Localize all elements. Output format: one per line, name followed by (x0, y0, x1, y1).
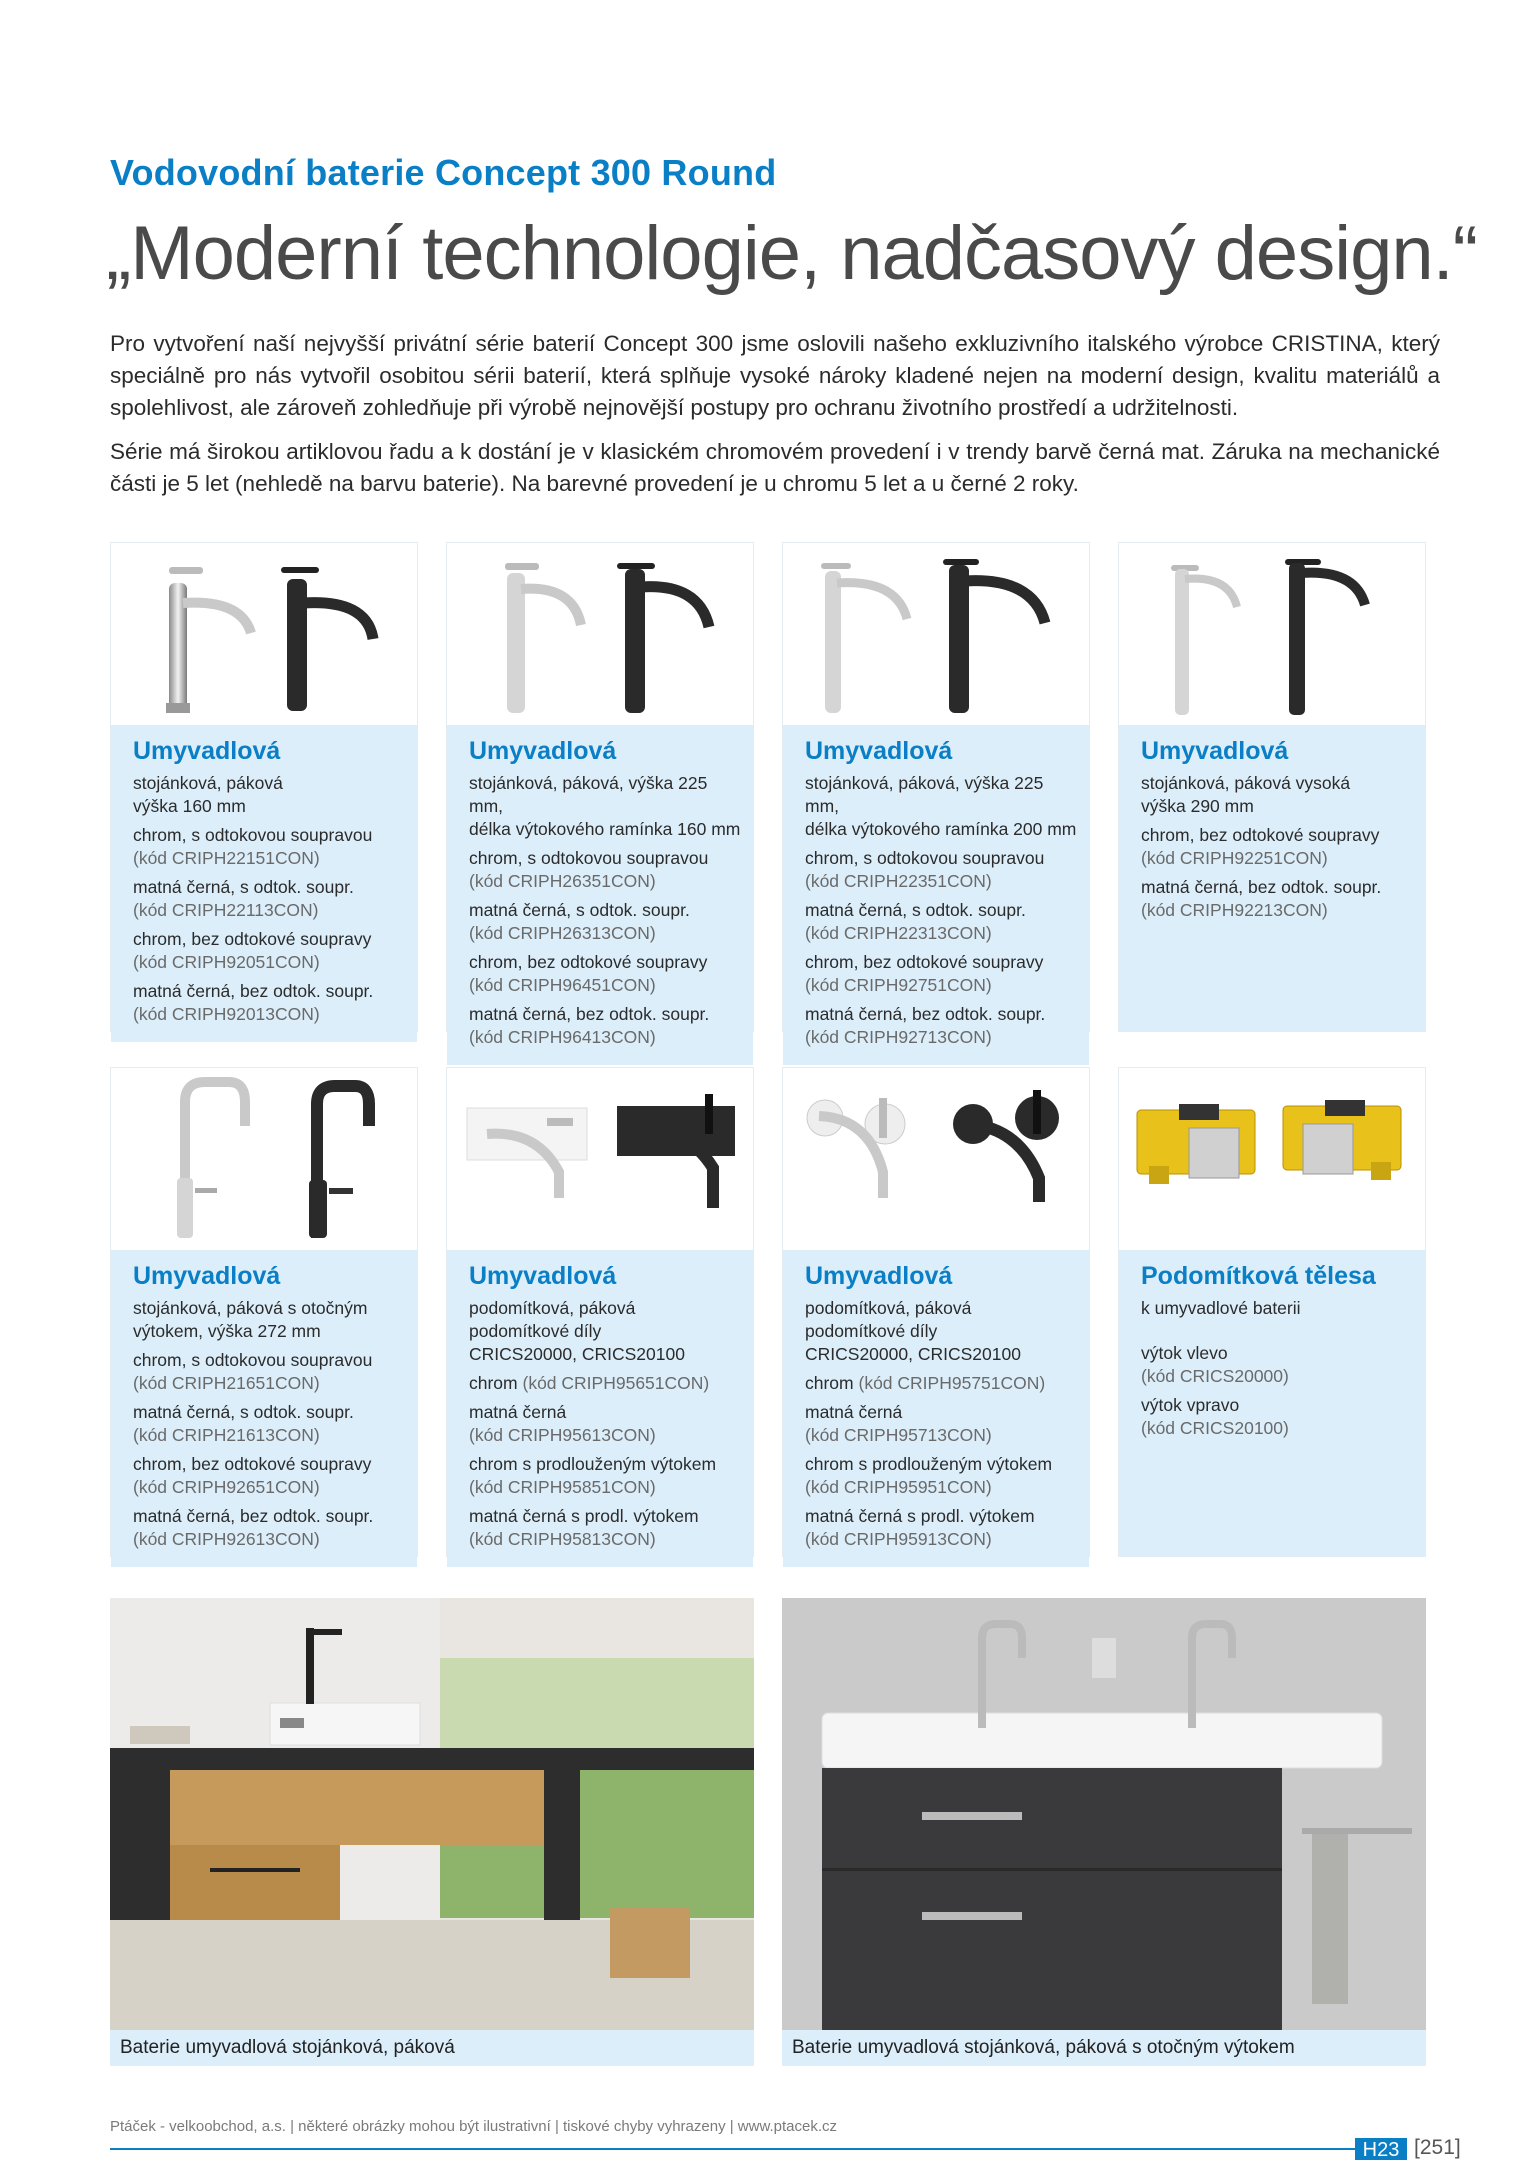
page-number: [251] (1414, 2136, 1461, 2159)
variant-name: výtok vpravo (1141, 1395, 1240, 1415)
desc-line: podomítkové díly (469, 1321, 602, 1341)
wall-faucet-round-pair-icon (783, 1068, 1089, 1250)
footer-text: Ptáček - velkoobchod, a.s. | některé obrázky mohou být ilustrativní | tiskové chyby vyhrazeny | www.ptacek.cz (110, 2118, 838, 2135)
variant-name: matná černá s prodl. výtokem (469, 1506, 699, 1526)
variant (1141, 1342, 1415, 1388)
product-card-8 (1118, 1067, 1426, 1557)
variant (1141, 876, 1415, 922)
variant (805, 1453, 1079, 1499)
variant (133, 980, 407, 1026)
variant-name: matná černá, s odtok. soupr. (133, 877, 354, 897)
desc-line: stojánková, páková (133, 773, 283, 793)
desc-line: CRICS20000, CRICS20100 (805, 1344, 1021, 1364)
desc-line: podomítková, páková (805, 1298, 972, 1318)
variant-name: chrom, bez odtokové soupravy (469, 952, 708, 972)
desc-line: výtokem, výška 272 mm (133, 1321, 321, 1341)
product-image (447, 1068, 753, 1250)
variant (805, 1401, 1079, 1447)
variant (1141, 1394, 1415, 1440)
desc-line: podomítková, páková (469, 1298, 636, 1318)
variant-name: matná černá, s odtok. soupr. (469, 900, 690, 920)
variant-code: (kód CRIPH95951CON) (805, 1477, 992, 1497)
variant-code: (kód CRIPH92713CON) (805, 1027, 992, 1047)
variant (805, 1505, 1079, 1551)
product-image (783, 543, 1089, 725)
variant (469, 847, 743, 893)
vanity-scene-image (110, 1598, 754, 2030)
concealed-body-pair-icon (1119, 1068, 1425, 1250)
variant (469, 1401, 743, 1447)
product-card-3 (782, 542, 1090, 1047)
product-info (1119, 1250, 1425, 1556)
bathroom-photo-left (110, 1598, 754, 2030)
variant (469, 899, 743, 945)
product-card-5 (110, 1067, 418, 1557)
variant-code: (kód CRIPH95713CON) (805, 1425, 992, 1445)
variant-code: (kód CRIPH21613CON) (133, 1425, 320, 1445)
variant-name: chrom, s odtokovou soupravou (133, 825, 373, 845)
variant-code: (kód CRIPH92651CON) (133, 1477, 320, 1497)
faucet-pair-icon (783, 543, 1089, 725)
variant-code: (kód CRIPH92613CON) (133, 1529, 320, 1549)
variant (469, 1003, 743, 1049)
product-card-1 (110, 542, 418, 1032)
wall-faucet-pair-icon (447, 1068, 753, 1250)
faucet-pair-icon (111, 543, 417, 725)
variant (805, 951, 1079, 997)
desc-line: stojánková, páková vysoká (1141, 773, 1351, 793)
page-section-code: H23 (1355, 2138, 1407, 2160)
variant-code: (kód CRIPH92051CON) (133, 952, 320, 972)
product-title: Umyvadlová (469, 1262, 617, 1290)
variant-name: matná černá, bez odtok. soupr. (805, 1004, 1046, 1024)
variant-name: matná černá s prodl. výtokem (805, 1506, 1035, 1526)
variant-code: (kód CRIPH95813CON) (469, 1529, 656, 1549)
variant (805, 899, 1079, 945)
variant (805, 847, 1079, 893)
product-description (805, 772, 1079, 841)
variant-code: (kód CRIPH95751CON) (858, 1373, 1046, 1393)
variant-code: (kód CRIPH22351CON) (805, 871, 992, 891)
variant-code: (kód CRIPH26313CON) (469, 923, 656, 943)
product-info (111, 725, 417, 1042)
variant (805, 1372, 1079, 1395)
product-image (1119, 1068, 1425, 1250)
variant-name: matná černá (469, 1402, 567, 1422)
double-sink-scene-image (782, 1598, 1426, 2030)
product-title: Umyvadlová (133, 1262, 281, 1290)
product-image (111, 543, 417, 725)
variant (469, 1372, 743, 1395)
bathroom-photo-right (782, 1598, 1426, 2030)
product-info (447, 1250, 753, 1567)
variant-name: chrom, s odtokovou soupravou (133, 1350, 373, 1370)
product-card-7 (782, 1067, 1090, 1557)
variant-code: (kód CRIPH92251CON) (1141, 848, 1328, 868)
product-info (1119, 725, 1425, 1031)
variant-name: chrom, s odtokovou soupravou (805, 848, 1045, 868)
variant (469, 1453, 743, 1499)
product-title: Umyvadlová (1141, 737, 1289, 765)
photo-caption-right: Baterie umyvadlová stojánková, páková s otočným výtokem (782, 2030, 1426, 2066)
variant-name: chrom, bez odtokové soupravy (133, 929, 372, 949)
variant (133, 1453, 407, 1499)
product-info (447, 725, 753, 1065)
product-info (111, 1250, 417, 1567)
variant-code: (kód CRIPH22151CON) (133, 848, 320, 868)
variant (133, 1401, 407, 1447)
variant-name: chrom, bez odtokové soupravy (1141, 825, 1380, 845)
variant-code: (kód CRIPH95913CON) (805, 1529, 992, 1549)
variant (133, 824, 407, 870)
desc-line: stojánková, páková s otočným (133, 1298, 368, 1318)
variant-code: (kód CRIPH26351CON) (469, 871, 656, 891)
product-description (133, 1297, 407, 1343)
variant-code: (kód CRIPH96451CON) (469, 975, 656, 995)
desc-line: délka výtokového ramínka 200 mm (805, 819, 1077, 839)
product-title: Podomítková tělesa (1141, 1262, 1376, 1290)
desc-line: výška 160 mm (133, 796, 246, 816)
page-headline: „Moderní technologie, nadčasový design.“ (106, 211, 1478, 296)
product-description (1141, 772, 1415, 818)
variant-name: chrom (469, 1373, 518, 1393)
variant-name: chrom, bez odtokové soupravy (133, 1454, 372, 1474)
product-card-6 (446, 1067, 754, 1557)
variant-name: matná černá, s odtok. soupr. (133, 1402, 354, 1422)
desc-line: výška 290 mm (1141, 796, 1254, 816)
variant (469, 951, 743, 997)
product-image (783, 1068, 1089, 1250)
variant-name: matná černá (805, 1402, 903, 1422)
intro-paragraph-1: Pro vytvoření naší nejvyšší privátní série baterií Concept 300 jsme oslovili našeho exkluzivního italského výrobce CRISTINA, který speciálně pro nás vytvořil osobitou sérii baterií, která splňuje vysoké nároky kladené nejen na moderní design, kvalitu materiálů a spolehlivost, ale zároveň zohledňuje při výrobě nejnovější postupy pro ochranu životního prostředí a udržitelnosti. (110, 331, 1440, 420)
variant-name: matná černá, bez odtok. soupr. (469, 1004, 710, 1024)
variant-name: chrom (805, 1373, 854, 1393)
product-image (111, 1068, 417, 1250)
variant (133, 928, 407, 974)
variant-code: (kód CRICS20100) (1141, 1418, 1289, 1438)
intro-paragraph-2: Série má širokou artiklovou řadu a k dostání je v klasickém chromovém provedení i v trendy barvě černá mat. Záruka na mechanické části je 5 let (nehledě na barvu baterie). Na barevné provedení je u chromu 5 let a u černé 2 roky. (110, 439, 1440, 496)
variant-code: (kód CRIPH95651CON) (522, 1373, 710, 1393)
footer-divider (110, 2148, 1355, 2150)
desc-line: stojánková, páková, výška 225 mm, (805, 773, 1044, 816)
variant (1141, 824, 1415, 870)
desc-line: k umyvadlové baterii (1141, 1298, 1301, 1318)
variant (469, 1505, 743, 1551)
product-description (469, 1297, 743, 1366)
product-description (1141, 1297, 1415, 1320)
product-image (1119, 543, 1425, 725)
variant-name: chrom, bez odtokové soupravy (805, 952, 1044, 972)
variant-name: chrom, s odtokovou soupravou (469, 848, 709, 868)
variant (133, 876, 407, 922)
variant-code: (kód CRIPH22113CON) (133, 900, 319, 920)
desc-line: stojánková, páková, výška 225 mm, (469, 773, 708, 816)
desc-line: CRICS20000, CRICS20100 (469, 1344, 685, 1364)
swivel-faucet-pair-icon (111, 1068, 417, 1250)
product-description (469, 772, 743, 841)
variant-code: (kód CRIPH96413CON) (469, 1027, 656, 1047)
product-image (447, 543, 753, 725)
desc-line: podomítkové díly (805, 1321, 938, 1341)
product-description (133, 772, 407, 818)
variant-name: chrom s prodlouženým výtokem (469, 1454, 717, 1474)
variant-code: (kód CRICS20000) (1141, 1366, 1289, 1386)
variant-code: (kód CRIPH21651CON) (133, 1373, 320, 1393)
variant-code: (kód CRIPH92751CON) (805, 975, 992, 995)
variant-code: (kód CRIPH92013CON) (133, 1004, 320, 1024)
intro-text (110, 328, 1440, 500)
variant-name: výtok vlevo (1141, 1343, 1228, 1363)
faucet-pair-icon (1119, 543, 1425, 725)
variant (805, 1003, 1079, 1049)
product-title: Umyvadlová (805, 1262, 953, 1290)
variant (133, 1349, 407, 1395)
variant-name: chrom s prodlouženým výtokem (805, 1454, 1053, 1474)
variant-code: (kód CRIPH22313CON) (805, 923, 992, 943)
variant-name: matná černá, bez odtok. soupr. (133, 981, 374, 1001)
product-title: Umyvadlová (805, 737, 953, 765)
product-description (805, 1297, 1079, 1366)
product-info (783, 725, 1089, 1065)
variant-code: (kód CRIPH95851CON) (469, 1477, 656, 1497)
photo-caption-left: Baterie umyvadlová stojánková, páková (110, 2030, 754, 2066)
product-card-2 (446, 542, 754, 1047)
product-info (783, 1250, 1089, 1567)
product-card-4 (1118, 542, 1426, 1032)
variant-code: (kód CRIPH92213CON) (1141, 900, 1328, 920)
series-subtitle: Vodovodní baterie Concept 300 Round (110, 152, 777, 193)
faucet-pair-icon (447, 543, 753, 725)
product-title: Umyvadlová (133, 737, 281, 765)
variant-name: matná černá, bez odtok. soupr. (1141, 877, 1382, 897)
product-title: Umyvadlová (469, 737, 617, 765)
variant-name: matná černá, s odtok. soupr. (805, 900, 1026, 920)
variant (133, 1505, 407, 1551)
variant-code: (kód CRIPH95613CON) (469, 1425, 656, 1445)
variant-name: matná černá, bez odtok. soupr. (133, 1506, 374, 1526)
desc-line: délka výtokového ramínka 160 mm (469, 819, 741, 839)
